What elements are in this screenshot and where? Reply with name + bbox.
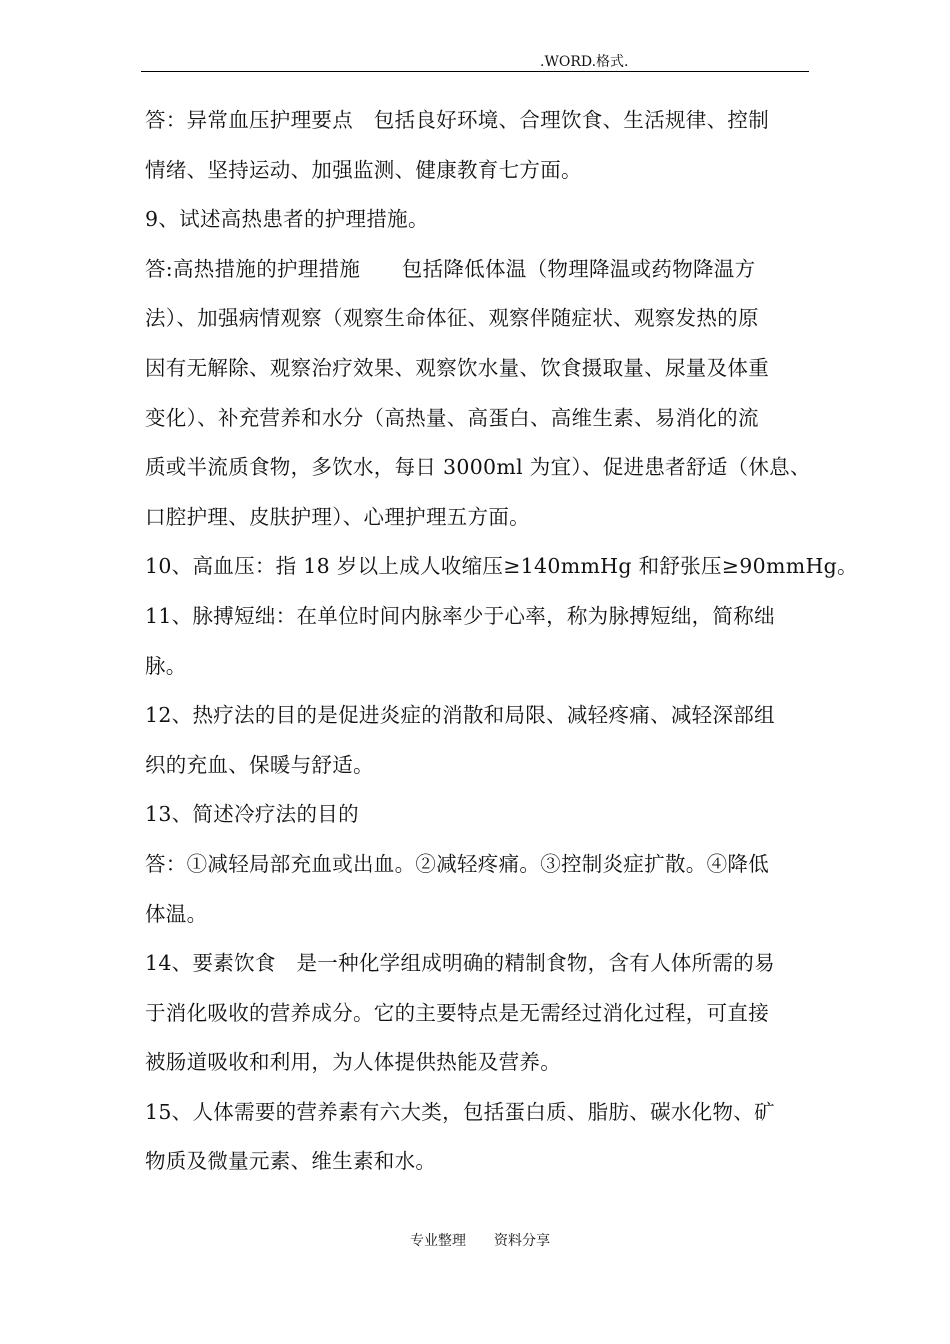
- text-line: 情绪、坚持运动、加强监测、健康教育七方面。: [145, 157, 582, 182]
- text-line: 10、高血压：指 18 岁以上成人收缩压≥140mmHg 和舒张压≥90mmHg。: [145, 554, 858, 579]
- page-header: .WORD.格式.: [540, 54, 629, 70]
- text-line: 15、人体需要的营养素有六大类，包括蛋白质、脂肪、碳水化物、矿: [145, 1099, 775, 1124]
- text-line: 织的充血、保暖与舒适。: [145, 752, 374, 777]
- text-line: 质或半流质食物，多饮水，每日 3000ml 为宜）、促进患者舒适（休息、: [145, 455, 811, 480]
- text-line: 9、试述高热患者的护理措施。: [145, 207, 429, 232]
- text-line: 于消化吸收的营养成分。它的主要特点是无需经过消化过程，可直接: [145, 1000, 769, 1025]
- text-line: 13、简述冷疗法的目的: [145, 802, 359, 827]
- header-divider: [141, 71, 809, 72]
- text-line: 答:高热措施的护理措施 包括降低体温（物理降温或药物降温方: [145, 256, 756, 281]
- document-body: [145, 96, 858, 1187]
- text-line: 14、要素饮食 是一种化学组成明确的精制食物，含有人体所需的易: [145, 951, 775, 976]
- text-line: 变化）、补充营养和水分（高热量、高蛋白、高维生素、易消化的流: [145, 405, 759, 430]
- text-line: 11、脉搏短绌：在单位时间内脉率少于心率，称为脉搏短绌，简称绌: [145, 603, 775, 628]
- text-line: 答：异常血压护理要点 包括良好环境、合理饮食、生活规律、控制: [145, 108, 769, 132]
- text-line: 物质及微量元素、维生素和水。: [145, 1149, 437, 1174]
- text-line: 法）、加强病情观察（观察生命体征、观察伴随症状、观察发热的原: [145, 306, 759, 331]
- text-line: 因有无解除、观察治疗效果、观察饮水量、饮食摄取量、尿量及体重: [145, 355, 769, 380]
- text-line: 脉。: [145, 653, 187, 678]
- text-line: 口腔护理、皮肤护理）、心理护理五方面。: [145, 504, 530, 529]
- text-line: 被肠道吸收和利用，为人体提供热能及营养。: [145, 1050, 561, 1075]
- text-line: 12、热疗法的目的是促进炎症的消散和局限、减轻疼痛、减轻深部组: [145, 703, 775, 728]
- page-footer: 专业整理 资料分享: [410, 1233, 550, 1249]
- text-line: 答：①减轻局部充血或出血。②减轻疼痛。③控制炎症扩散。④降低: [145, 851, 769, 876]
- text-line: 体温。: [145, 901, 208, 926]
